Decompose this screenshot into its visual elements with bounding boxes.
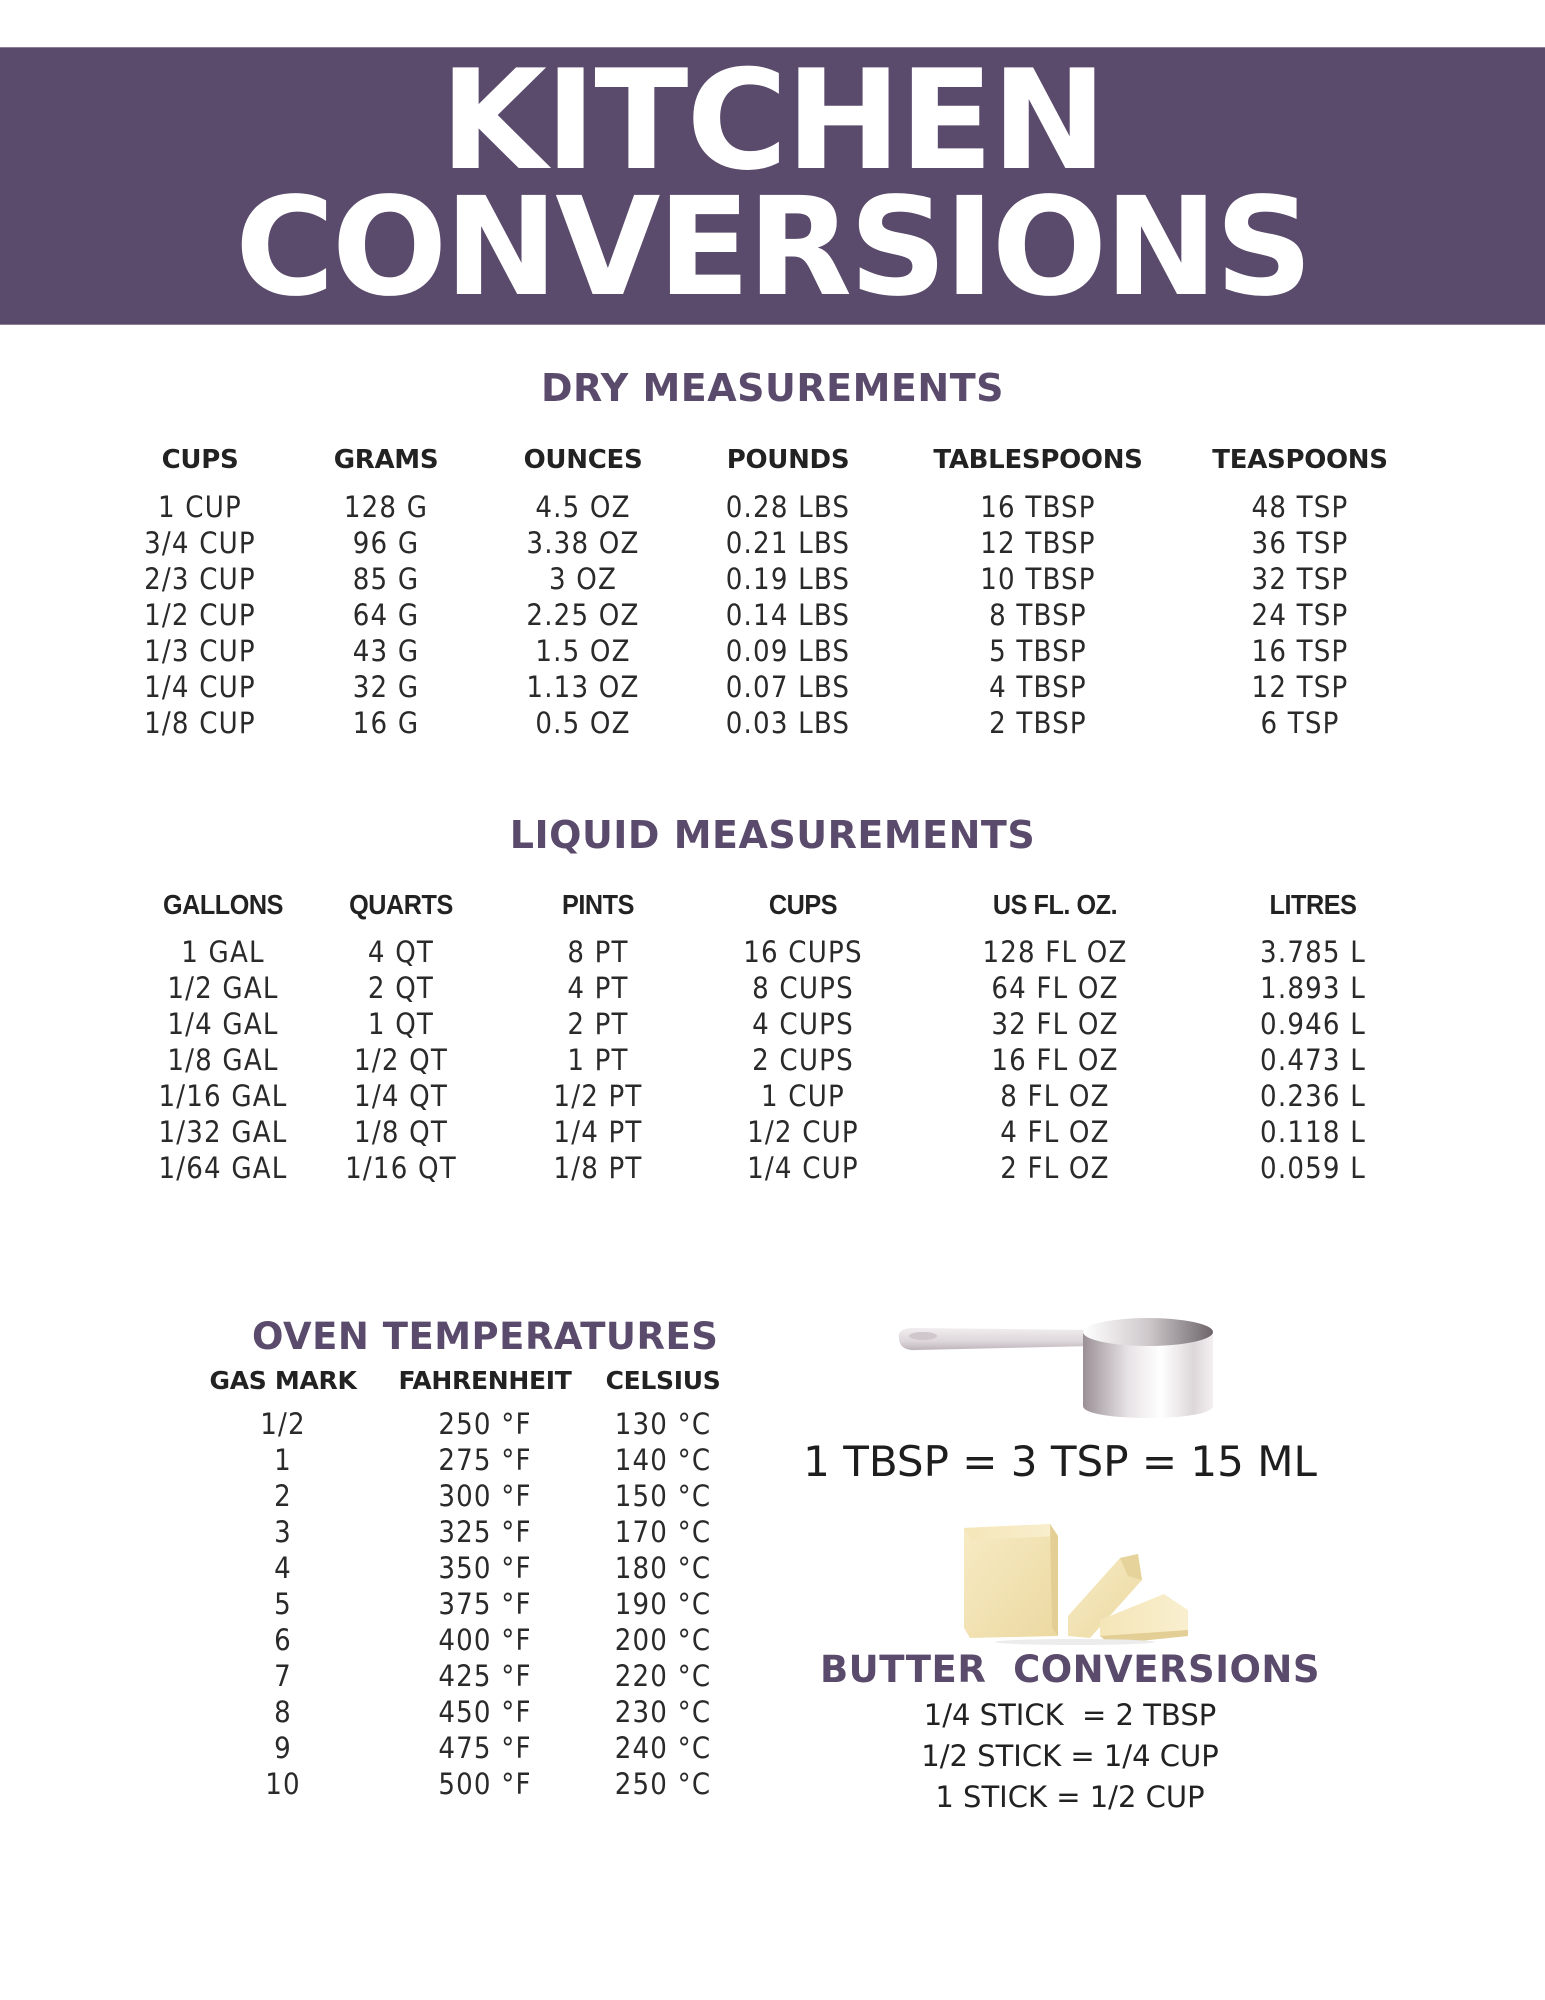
table-cell: 4 FL OZ: [1000, 1115, 1110, 1149]
table-cell: 2 QT: [367, 971, 435, 1005]
table-cell: 0.5 OZ: [535, 706, 631, 740]
table-cell: 3 OZ: [548, 562, 618, 596]
table-cell: 5: [274, 1587, 292, 1621]
table-cell: 2 FL OZ: [1000, 1151, 1110, 1185]
table-cell: 5 TBSP: [989, 634, 1087, 668]
dry-column-teaspoons: [1170, 445, 1430, 741]
page-title-line-1: KITCHEN: [440, 40, 1105, 201]
table-cell: 1: [274, 1443, 292, 1477]
table-cell: 12 TSP: [1251, 670, 1349, 704]
liquid-measurements-title: LIQUID MEASUREMENTS: [509, 813, 1036, 857]
table-cell: 64 G: [352, 598, 420, 632]
table-cell: 0.07 LBS: [725, 670, 851, 704]
title-banner: [0, 40, 1545, 327]
column-header: CUPS: [768, 889, 838, 920]
table-cell: 1 GAL: [181, 935, 265, 969]
table-cell: 1/2 CUP: [747, 1115, 859, 1149]
table-cell: 1/4 CUP: [747, 1151, 859, 1185]
table-cell: 8 CUPS: [752, 971, 854, 1005]
table-cell: 240 °C: [614, 1731, 712, 1765]
table-cell: 425 °F: [438, 1659, 532, 1693]
column-header: CUPS: [161, 445, 239, 475]
table-cell: 16 CUPS: [743, 935, 863, 969]
table-cell: 1.5 OZ: [535, 634, 631, 668]
table-cell: 36 TSP: [1251, 526, 1349, 560]
table-cell: 4 QT: [367, 935, 435, 969]
table-cell: 1/8 QT: [354, 1115, 448, 1149]
table-cell: 2.25 OZ: [526, 598, 640, 632]
table-cell: 16 G: [352, 706, 420, 740]
table-cell: 1/4 QT: [354, 1079, 448, 1113]
page-title-line-2: CONVERSIONS: [234, 169, 1311, 327]
column-header: LITRES: [1269, 889, 1357, 920]
table-cell: 8: [274, 1695, 292, 1729]
column-header: TEASPOONS: [1212, 445, 1388, 475]
table-cell: 2 PT: [567, 1007, 629, 1041]
table-cell: 230 °C: [614, 1695, 712, 1729]
table-cell: 1 CUP: [761, 1079, 845, 1113]
table-cell: 1/16 QT: [345, 1151, 457, 1185]
table-cell: 16 TSP: [1251, 634, 1349, 668]
column-header: PINTS: [562, 889, 634, 920]
oven-temperatures-title: OVEN TEMPERATURES: [252, 1315, 719, 1358]
table-cell: 500 °F: [438, 1767, 532, 1801]
table-cell: 24 TSP: [1251, 598, 1349, 632]
table-cell: 1.13 OZ: [526, 670, 640, 704]
table-cell: 1/2 PT: [553, 1079, 643, 1113]
table-cell: 190 °C: [614, 1587, 712, 1621]
liquid-column-litres: [1183, 890, 1443, 1186]
table-cell: 16 TBSP: [980, 490, 1096, 524]
dry-column-pounds: [658, 445, 918, 741]
table-cell: 4.5 OZ: [535, 490, 631, 524]
column-header: GALLONS: [162, 889, 284, 920]
table-cell: 130 °C: [614, 1407, 712, 1441]
table-cell: 1/8 GAL: [167, 1043, 279, 1077]
table-cell: 32 G: [352, 670, 420, 704]
table-cell: 96 G: [352, 526, 420, 560]
column-header: CELSIUS: [605, 1366, 721, 1395]
table-cell: 1/64 GAL: [158, 1151, 288, 1185]
table-cell: 1/4 PT: [553, 1115, 643, 1149]
table-cell: 0.09 LBS: [725, 634, 851, 668]
table-cell: 1/2 CUP: [144, 598, 256, 632]
table-cell: 1 QT: [367, 1007, 435, 1041]
table-cell: 8 TBSP: [989, 598, 1087, 632]
table-cell: 128 FL OZ: [982, 935, 1128, 969]
table-cell: 325 °F: [438, 1515, 532, 1549]
table-cell: 3: [274, 1515, 292, 1549]
dry-column-tablespoons: [908, 445, 1168, 741]
table-cell: 48 TSP: [1251, 490, 1349, 524]
table-cell: 43 G: [352, 634, 420, 668]
table-cell: 2/3 CUP: [144, 562, 256, 596]
table-cell: 10 TBSP: [980, 562, 1096, 596]
butter-icon: [950, 1518, 1195, 1646]
table-cell: 450 °F: [438, 1695, 532, 1729]
table-cell: 250 °C: [614, 1767, 712, 1801]
table-cell: 0.946 L: [1260, 1007, 1366, 1041]
table-cell: 170 °C: [614, 1515, 712, 1549]
butter-conversions-list: [780, 1695, 1360, 1818]
table-cell: 6 TSP: [1260, 706, 1340, 740]
liquid-column-us-fl-oz: [925, 890, 1185, 1186]
table-cell: 4 CUPS: [752, 1007, 854, 1041]
table-cell: 10: [265, 1767, 301, 1801]
column-header: FAHRENHEIT: [398, 1366, 572, 1395]
table-cell: 0.059 L: [1260, 1151, 1366, 1185]
table-cell: 180 °C: [614, 1551, 712, 1585]
table-cell: 0.03 LBS: [725, 706, 851, 740]
table-cell: 7: [274, 1659, 292, 1693]
table-cell: 475 °F: [438, 1731, 532, 1765]
table-cell: 1/2: [260, 1407, 306, 1441]
table-cell: 200 °C: [614, 1623, 712, 1657]
table-cell: 300 °F: [438, 1479, 532, 1513]
table-cell: 1/2 QT: [354, 1043, 448, 1077]
table-cell: 0.236 L: [1260, 1079, 1366, 1113]
column-header: US FL. OZ.: [992, 889, 1118, 920]
table-cell: 9: [274, 1731, 292, 1765]
table-cell: 85 G: [352, 562, 420, 596]
column-header: OUNCES: [523, 445, 643, 475]
table-cell: 1/3 CUP: [144, 634, 256, 668]
table-cell: 250 °F: [438, 1407, 532, 1441]
table-cell: 16 FL OZ: [991, 1043, 1119, 1077]
measuring-cup-icon: [893, 1316, 1215, 1424]
table-cell: 3/4 CUP: [144, 526, 256, 560]
table-cell: 1/8 CUP: [144, 706, 256, 740]
column-header: GRAMS: [333, 445, 439, 475]
table-cell: 12 TBSP: [980, 526, 1096, 560]
table-cell: 32 FL OZ: [991, 1007, 1119, 1041]
column-header: TABLESPOONS: [933, 445, 1143, 475]
tablespoon-formula: 1 TBSP = 3 TSP = 15 ML: [803, 1437, 1317, 1486]
table-cell: 1 PT: [567, 1043, 629, 1077]
table-cell: 32 TSP: [1251, 562, 1349, 596]
table-cell: 1.893 L: [1260, 971, 1366, 1005]
table-cell: 275 °F: [438, 1443, 532, 1477]
table-cell: 3.785 L: [1260, 935, 1366, 969]
table-cell: 8 PT: [567, 935, 629, 969]
table-cell: 375 °F: [438, 1587, 532, 1621]
table-cell: 0.28 LBS: [725, 490, 851, 524]
butter-conversion-item: 1/2 STICK = 1/4 CUP: [921, 1739, 1219, 1773]
table-cell: 128 G: [343, 490, 429, 524]
table-cell: 0.473 L: [1260, 1043, 1366, 1077]
table-cell: 8 FL OZ: [1000, 1079, 1110, 1113]
table-cell: 1/2 GAL: [167, 971, 279, 1005]
table-cell: 2 CUPS: [752, 1043, 854, 1077]
table-cell: 4: [274, 1551, 292, 1585]
butter-conversions-title: BUTTER CONVERSIONS: [819, 1648, 1321, 1691]
column-header: QUARTS: [349, 889, 453, 920]
butter-conversion-item: 1 STICK = 1/2 CUP: [935, 1780, 1205, 1814]
table-cell: 220 °C: [614, 1659, 712, 1693]
table-cell: 1/4 CUP: [144, 670, 256, 704]
table-cell: 150 °C: [614, 1479, 712, 1513]
table-cell: 1/4 GAL: [167, 1007, 279, 1041]
liquid-column-cups: [673, 890, 933, 1186]
table-cell: 350 °F: [438, 1551, 532, 1585]
table-cell: 2: [274, 1479, 292, 1513]
table-cell: 4 PT: [567, 971, 629, 1005]
butter-conversion-item: 1/4 STICK = 2 TBSP: [923, 1698, 1217, 1732]
table-cell: 1/16 GAL: [158, 1079, 288, 1113]
table-cell: 1/32 GAL: [158, 1115, 288, 1149]
table-cell: 6: [274, 1623, 292, 1657]
table-cell: 0.21 LBS: [725, 526, 851, 560]
table-cell: 4 TBSP: [989, 670, 1087, 704]
dry-measurements-title: DRY MEASUREMENTS: [541, 366, 1004, 410]
table-cell: 400 °F: [438, 1623, 532, 1657]
column-header: GAS MARK: [209, 1366, 357, 1395]
table-cell: 2 TBSP: [989, 706, 1087, 740]
table-cell: 0.19 LBS: [725, 562, 851, 596]
oven-column-celsius: [543, 1366, 783, 1802]
table-cell: 0.14 LBS: [725, 598, 851, 632]
table-cell: 3.38 OZ: [526, 526, 640, 560]
table-cell: 140 °C: [614, 1443, 712, 1477]
table-cell: 1/8 PT: [553, 1151, 643, 1185]
table-cell: 0.118 L: [1260, 1115, 1366, 1149]
table-cell: 64 FL OZ: [991, 971, 1119, 1005]
table-cell: 1 CUP: [158, 490, 242, 524]
column-header: POUNDS: [726, 445, 850, 475]
